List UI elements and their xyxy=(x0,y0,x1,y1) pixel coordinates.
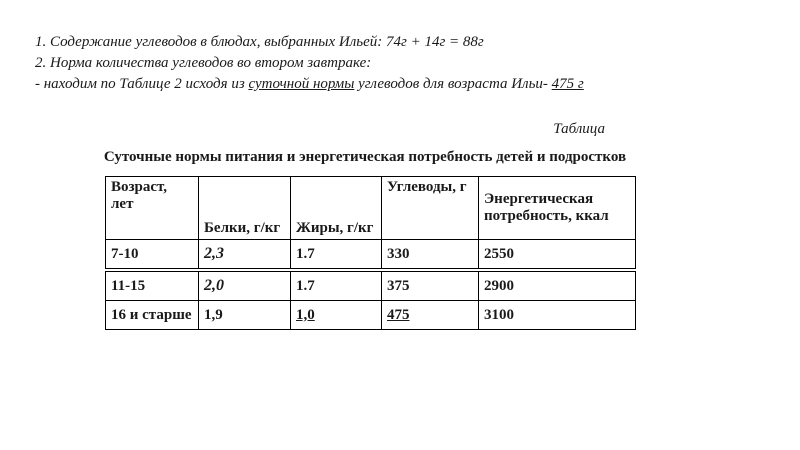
header-protein: Белки, г/кг xyxy=(199,177,291,240)
table-row xyxy=(106,240,636,271)
cell-energy: 3100 xyxy=(479,301,636,330)
cell-energy: 2550 xyxy=(479,240,636,271)
header-fat: Жиры, г/кг xyxy=(291,177,382,240)
note-line-1: 1. Содержание углеводов в блюдах, выбранных Ильей: 74г + 14г = 88г xyxy=(35,34,484,50)
nutrition-table xyxy=(105,176,636,330)
cell-energy: 2900 xyxy=(479,270,636,301)
note-line-2: 2. Норма количества углеводов во втором завтраке: xyxy=(35,55,372,71)
cell-fat: 1.7 xyxy=(291,240,382,271)
cell-fat: 1,0 xyxy=(291,301,382,330)
table-caption: Таблица xyxy=(553,121,605,137)
table-row xyxy=(106,270,636,301)
cell-carbs: 375 xyxy=(382,270,479,301)
cell-age: 16 и старше xyxy=(106,301,199,330)
cell-age: 7-10 xyxy=(106,240,199,271)
header-energy: Энергетическая потребность, ккал xyxy=(479,177,636,240)
note-line-3-mid: углеводов для возраста Ильи- xyxy=(354,76,552,92)
note-line-3 xyxy=(35,74,584,95)
cell-protein: 2,0 xyxy=(199,270,291,301)
header-carbs: Углеводы, г xyxy=(382,177,479,240)
note-line-3-underlined-daily-norm: суточной нормы xyxy=(248,76,355,92)
table-row xyxy=(106,301,636,330)
cell-protein: 2,3 xyxy=(199,240,291,271)
cell-protein: 1,9 xyxy=(199,301,291,330)
note-line-3-prefix: - находим по Таблице 2 исходя из xyxy=(35,76,249,92)
table-title: Суточные нормы питания и энергетическая потребность детей и подростков xyxy=(103,149,627,165)
cell-carbs: 475 xyxy=(382,301,479,330)
header-age: Возраст, лет xyxy=(106,177,199,240)
cell-fat: 1.7 xyxy=(291,270,382,301)
note-line-3-underlined-value: 475 г xyxy=(551,76,584,92)
notes-block xyxy=(35,32,584,95)
table-header-row xyxy=(106,177,636,240)
cell-carbs: 330 xyxy=(382,240,479,271)
cell-age: 11-15 xyxy=(106,270,199,301)
